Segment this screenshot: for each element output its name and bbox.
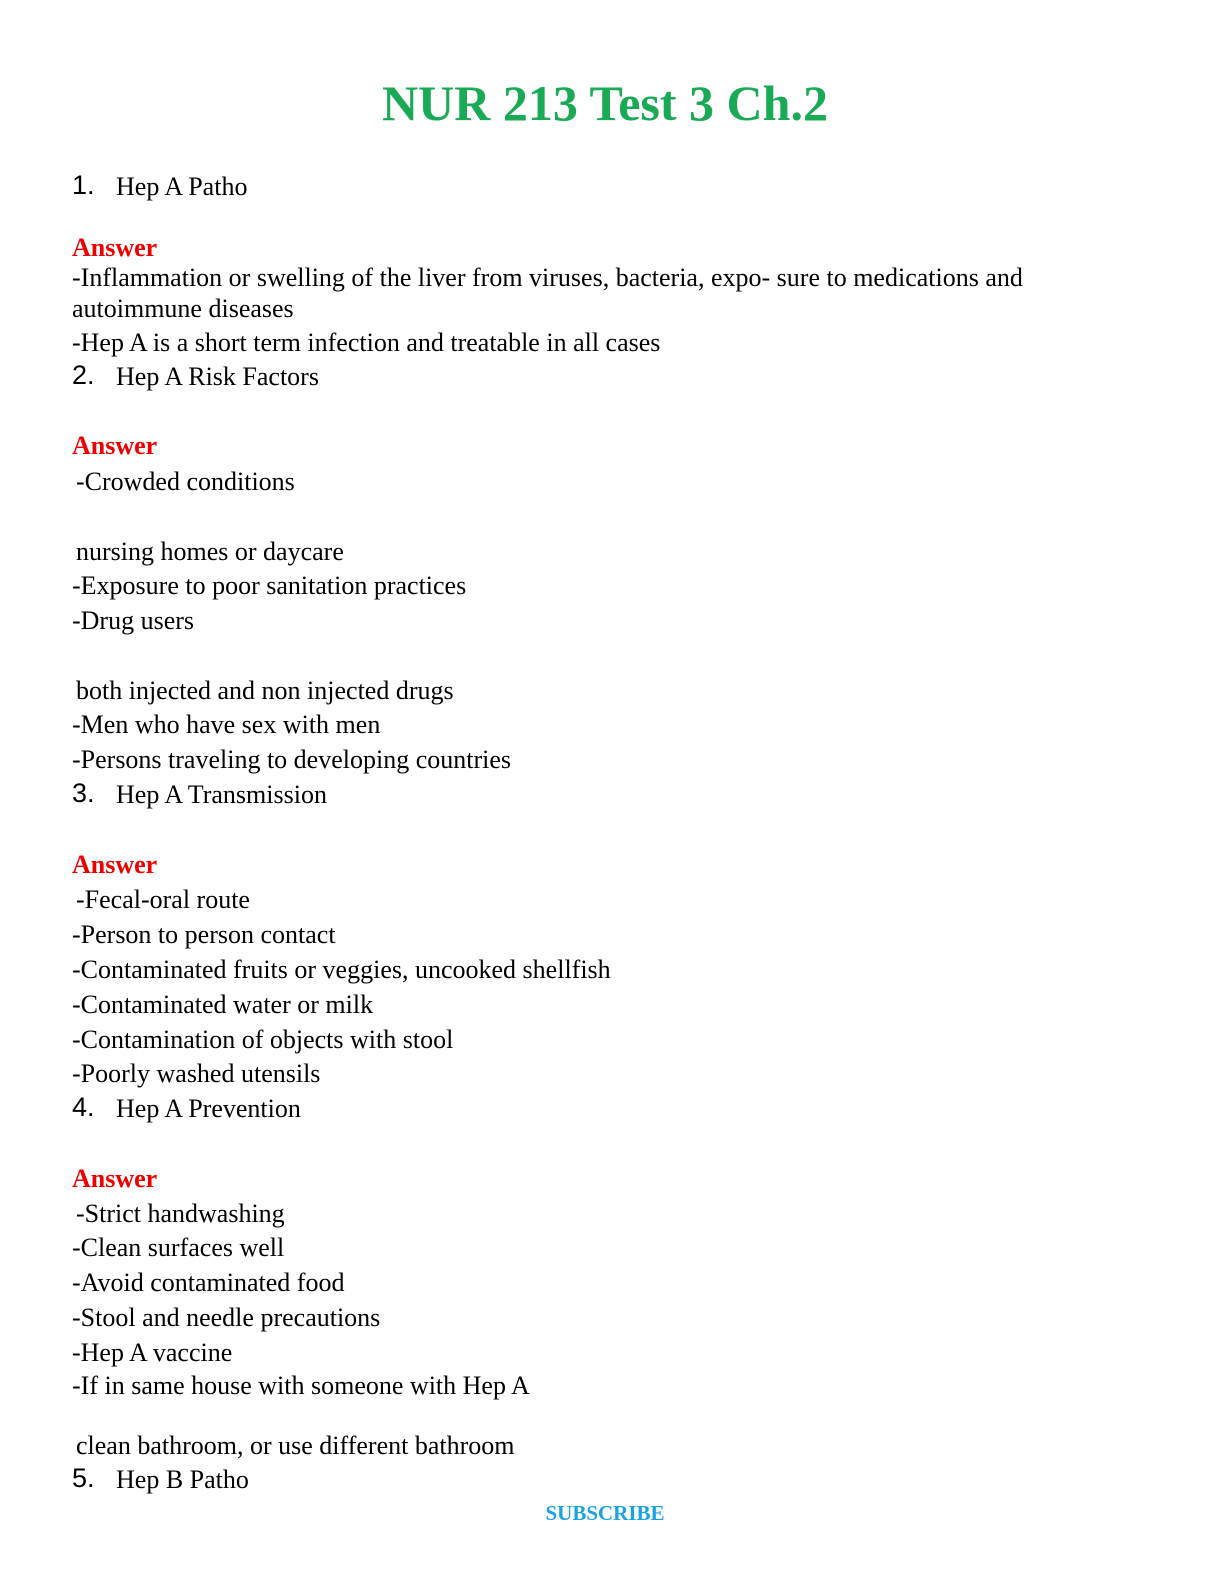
answer-label: Answer — [72, 233, 158, 262]
answer-line: -Fecal-oral route — [76, 885, 250, 914]
question-text: Hep A Risk Factors — [116, 362, 319, 391]
question-text: Hep A Transmission — [116, 780, 327, 809]
answer-line: -Exposure to poor sanitation practices — [72, 571, 467, 600]
page-title: NUR 213 Test 3 Ch.2 — [382, 75, 828, 131]
question-number: 2. — [72, 360, 95, 390]
answer-label: Answer — [72, 431, 158, 460]
answer-label: Answer — [72, 1164, 158, 1193]
answer-line: -Hep A vaccine — [72, 1338, 233, 1367]
question-text: Hep A Prevention — [116, 1094, 301, 1123]
answer-line: -Men who have sex with men — [72, 710, 381, 739]
question-number: 4. — [72, 1092, 95, 1122]
question-number: 1. — [72, 170, 95, 200]
answer-line: -Drug users — [72, 606, 195, 635]
answer-line: both injected and non injected drugs — [76, 676, 454, 705]
answer-line: -Hep A is a short term infection and treatable in all cases — [72, 328, 661, 357]
answer-line: nursing homes or daycare — [76, 537, 344, 566]
subscribe-link[interactable]: SUBSCRIBE — [545, 1501, 665, 1525]
answer-line: -Contaminated water or milk — [72, 990, 374, 1019]
answer-line: clean bathroom, or use different bathroom — [76, 1431, 515, 1460]
question-text: Hep B Patho — [116, 1465, 249, 1494]
answer-line: -Contamination of objects with stool — [72, 1025, 454, 1054]
answer-line: -Contaminated fruits or veggies, uncooked shellfish — [72, 955, 611, 984]
answer-label: Answer — [72, 850, 158, 879]
question-number: 5. — [72, 1463, 95, 1493]
answer-line: -Persons traveling to developing countries — [72, 745, 512, 774]
answer-line: -Inflammation or swelling of the liver from viruses, bacteria, expo- sure to medications and — [72, 263, 1023, 292]
answer-line: -Clean surfaces well — [72, 1233, 285, 1262]
answer-line: -Person to person contact — [72, 920, 336, 949]
answer-line: -If in same house with someone with Hep A — [72, 1371, 530, 1400]
answer-line: -Poorly washed utensils — [72, 1059, 321, 1088]
answer-line: -Avoid contaminated food — [72, 1268, 345, 1297]
answer-line: -Crowded conditions — [76, 467, 295, 496]
answer-line: -Strict handwashing — [76, 1199, 285, 1228]
question-number: 3. — [72, 778, 95, 808]
answer-line: autoimmune diseases — [72, 294, 294, 323]
question-text: Hep A Patho — [116, 172, 248, 201]
answer-line: -Stool and needle precautions — [72, 1303, 381, 1332]
